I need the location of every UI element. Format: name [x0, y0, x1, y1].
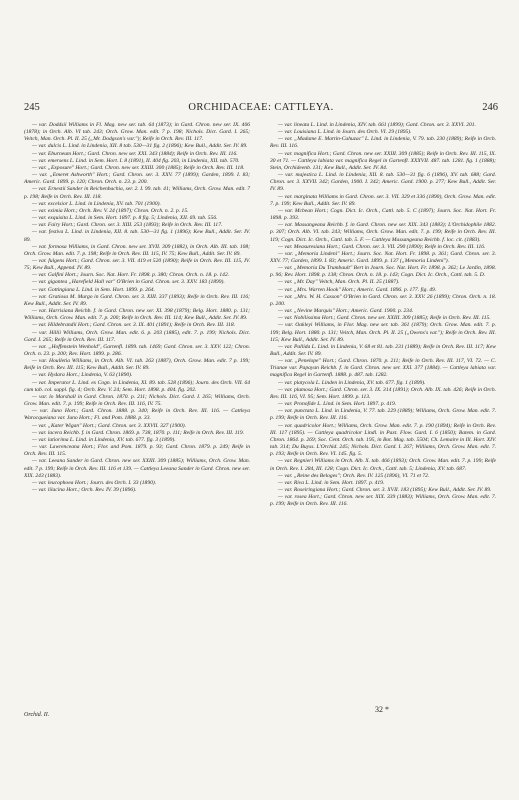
- citation-entry: — var. dulcis L. Lind. in Lindenia, XII. 8 tab. 530—31 fig. 2 (1896); Kew Bull., Addit. Ser. IV. 89.: [32, 143, 248, 150]
- citation-entry: — var. Measuresiana Hort.; Gard. Chron. ser. 3. VII. 290 (1890); Reife in Orch. Rev. III. 116.: [278, 243, 486, 250]
- citation-entry: — var. Lawrenceana Hort.; Flor. and Pom. 1879. p. 93; Gard. Chron. 1879. p. 249; Reife in Orch. Rev. III. 115.: [24, 444, 250, 458]
- citation-entry: — var. Juno Hort.; Gard. Chron. 1888. p. 340; Reife in Orch. Rev. III. 116. — Cattleya Warocqueiana var. Juno Hort.; Fl. and Pom. 1888. p. 33.: [24, 408, 250, 422]
- citation-entry: — var. lineata L. Lind. in Lindenia, XIV. tab. 661 (1899); Gard. Chron. ser. 3. XXVI. 201.: [278, 122, 476, 128]
- left-column: [24, 122, 250, 494]
- citation-entry: — var. Ernestii Sander in Reichenbachia, ser. 2. I. 99. tab. 41; Williams, Orch. Grow. Man. edit. 7 p. 198; Reife in Orch. Rev. III. 118.: [24, 186, 250, 200]
- citation-entry: — var. gigantea „Harefield Hall var" O'Brien in Gard. Chron. ser. 3. XXV. 183 (1899).: [32, 279, 225, 286]
- citation-entry: — var. Eburneum Hort.; Gard. Chron. new ser. XXI. 343 (1884); Reife in Orch. Rev. III. 116.: [32, 150, 238, 157]
- citation-entry: — var. „Mrs. W. H. Casson" O'Brien in Gard. Chron. ser. 3. XXV. 26 (1899); Chron. Orch. n. 18. p. 200.: [270, 293, 496, 307]
- citation-entry: — var. rosea Hort.; Gard. Chron. new ser. XIX. 339 (1883); Williams, Orch. Grow. Man. edit. 7. p. 199; Reife in Orch. Rev. III. 116.: [270, 494, 496, 508]
- citation-entry: — var. Doddsii Williams in Fl. Mag. new ser. tab. 64 (1873); in Gard. Chron. new ser. IX. 406 (1878); in Orch. Alb. VI tab. 243; Orch. Grow. Man. edit. 7 p. 198; Nichols. Dict. Gard. I. 265; Veitch, Man. Orch. Pl. II. 25 („Mr. Dodgson's var."); Reife in Orch. Rev. III. 117.: [24, 122, 250, 143]
- citation-entry: — var. „Nevine Marquis" Hort.; Americ. Gard. 1900. p. 234.: [278, 308, 414, 315]
- citation-entry: — var. Oakleyi Williams, in Flor. Mag. new ser. tab. 361 (1879); Orch. Grow. Man. edit. 7. p. 199; Belg. Hort. 1880. p. 131; Veitch, Man. Orch. Pl. II. 25 („Owens's var."); Reife in Orch. Rev. III. 115; Kew Bull., Addit. Ser. IV. 89.: [270, 322, 496, 343]
- citation-entry: — var. plumosa Hort.; Gard. Chron. ser. 3. IX. 314 (1891); Orch. Alb. IX. tab. 426; Reife in Orch. Rev. III. 116, VI. 95; Sem. Hort. 1899. p. 113.: [270, 386, 496, 400]
- running-header: [24, 102, 498, 118]
- citation-entry: — var. „Mrs. Warren Hook" Hort.; Americ. Gard. 1896. p. 177. fig. 49.: [278, 286, 437, 293]
- citation-entry: — var. platycola L. Linden in Lindenia, XV. tab. 677. fig. 1 (1899).: [278, 379, 426, 386]
- citation-entry: — var. Mcbean Hort.; Cogn. Dict. Ic. Orch., Cattl. tab. 5. C (1897); Journ. Soc. Nat. Hort. Fr. 1898. p. 393.: [270, 207, 496, 222]
- citation-entry: — var. lilacina Hort.; Orch. Rev. IV. 39 (1896).: [32, 486, 137, 493]
- citation-entry: — var. Gottingiana L. Lind. in Sem. Hort. 1899. p. 264.: [32, 286, 155, 293]
- citation-entry: — var. „Penelope" Hort.; Gard. Chron. 1870. p. 211; Reife in Orch. Rev. III. 117, VI. 72. — C. Trianae var. Papayan Reichb. f. in Gard. Chron. new ser. XXI. 377 (1884). — Cattleya labiata var. magnifica Regel in Gartenfl. 1888. p. 487. tab. 1282.: [270, 358, 496, 379]
- citation-entry: — var. festiva L. Lind. in Lindenia, XII. 8. tab. 530—31 fig. 1 (1896); Kew Bull., Addit. Ser. IV. 89.: [24, 229, 250, 243]
- citation-entry: — var. Hydara Hort.; Lindenia, V. 63 (1890).: [32, 372, 133, 379]
- citation-entry: — var. „Memoria Lindeni" Hort.; Journ. Soc. Nat. Hort. Fr. 1898. p. 361; Gard. Chron. ser. 3. XXV. 77; Garden, 1899. I. 83; Americ. Gard. 1899. p. 137 („Memoria Lindeni").: [270, 250, 496, 264]
- right-column: [270, 122, 496, 508]
- signature-number: 32 *: [375, 705, 389, 714]
- citation-entry: — var. Pronofide L. Lind. in Sem. Hort. 1897. p. 419.: [278, 401, 397, 408]
- citation-entry: — var. Roseiringiana Hort.; Gard. Chron. ser. 3. XVII. 183 (1895); Kew Bull., Addit. Ser. IV. 89.: [278, 486, 492, 493]
- citation-entry: — var. Pallida L. Lind. in Lindenia, V. 68 et 81. tab. 231 (1889); Reife in Orch. Rev. III. 117; Kew Bull., Addit. Ser. IV. 89.: [270, 343, 496, 357]
- citation-entry: — var. eximia Hort.; Orch. Rev. V. 24 (1897); Chron. Orch. n. 2. p. 15.: [32, 207, 189, 214]
- citation-entry: — var. Leeana Sander in Gard. Chron. new ser. XXIII. 309 (1885); Williams, Orch. Grow. Man. edit. 7 p. 199; Reife in Orch. Rev. III. 116 et 139. — Cattleya Leeana Sander in Gard. Chron. new ser. XIX. 243 (1883).: [24, 458, 250, 479]
- citation-entry: — var. formosa Williams, in Gard. Chron. new ser. XVII. 309 (1882), in Orch. Alb. III. tab. 108; Orch. Grow. Man. edit. 7. p. 198; Reife in Orch. Rev. III. 115, IV. 75; Kew Bull., Addit. Ser. IV. 89.: [24, 243, 250, 257]
- citation-entry: — var. „Kater Wigan" Hort.; Gard. Chron. ser. 3. XXVII. 327 (1900).: [32, 422, 186, 429]
- citation-entry: — var. Houlletia Williams, in Orch. Alb. VI. tab. 263 (1887), Orch. Grow. Man. edit. 7 p. 199; Reife in Orch. Rev. III. 115; Kew Bull., Addit. Ser. IV. 89.: [24, 358, 250, 372]
- citation-entry: — var. Regnieri Williams in Orch. Alb. X. tab. 466 (1893); Orch. Grow. Man. edit. 7. p. 199; Reife in Orch. Rev. I. 284, III. 128; Cogn. Dict. Ic. Orch., Cattl. tab. 5; Lindenia, XV. tab. 687.: [270, 458, 496, 472]
- citation-entry: — var. Hildebrandii Hort.; Gard. Chron. ser. 3. IX. 401 (1891); Reife in Orch. Rev. III. 118.: [32, 322, 235, 329]
- citation-entry: — var. marginata Williams in Gard. Chron. ser. 3. VII. 329 et 336 (1890), Orch. Grow. Man. edit. 7. p. 199; Kew Bull., Addit. Ser. IV. 89.: [270, 193, 496, 207]
- citation-entry: — var. „Emeret Ashworth" Hort.; Gard. Chron. ser. 3. XXV. 77 (1899); Garden, 1899. I. 83; Americ. Gard. 1899. p. 120; Chron. Orch. n. 23. p. 200.: [24, 172, 250, 186]
- citation-entry: — var. Galfini Hort.; Journ. Soc. Nat. Hort. Fr. 1898. p. 380; Chron. Orch. n. 18. p. 142.: [32, 272, 230, 279]
- citation-entry: — var. „Mr. Day" Veitch, Man. Orch. Pl. II. 25 (1887).: [278, 279, 400, 286]
- citation-entry: — var. „Exposure" Hort.; Gard. Chron. new ser. XXIII. 300 (1885); Reife in Orch. Rev. III. 118.: [32, 164, 245, 171]
- citation-entry: — var. leucophoea Hort.; Journ. des Orch. I. 33 (1890).: [32, 479, 157, 486]
- citation-entry: — var. „Hoffenstein Wenhold", Gartenfl. 1899. tab. 1469; Gard. Chron. ser. 3. XXV. 122; Chron. Orch. n. 23. p. 200; Rev. Hort. 1899. p. 286.: [24, 343, 250, 357]
- citation-entry: — var. Riva L. Lind. in Sem. Hort. 1897. p. 419.: [278, 479, 385, 486]
- citation-entry: — var. Fairy Hort.; Gard. Chron. ser. 3. XIII. 253 (1893); Reife in Orch. Rev. III. 117.: [32, 222, 223, 229]
- page-number-right: 246: [482, 102, 498, 113]
- citation-entry: — var. „Madame E. Martin-Cahuzac" L. Lind. in Lindenia, V. 79. tab. 230 (1889); Reife in Orch. Rev. III. 116.: [270, 136, 496, 150]
- footer-signature-mark: Orchid. II.: [24, 712, 50, 718]
- page-number-left: 245: [24, 102, 40, 113]
- citation-entry: — var. Gratiosa M. Murgo in Gard. Chron. ser. 3. XIII. 337 (1893); Reife in Orch. Rev. III. 116; Kew Bull., Addit. Ser. IV. 89.: [24, 293, 250, 307]
- citation-entry: — var. Hillii Williams, Orch. Grow. Man. edit. 6. p. 203 (1885), edit. 7. p. 199; Nichols. Dict. Gard. I. 265; Reife in Orch. Rev. III. 117.: [24, 329, 250, 343]
- citation-entry: — var. lo Marshall in Gard. Chron. 1870. p. 211; Nichols. Dict. Gard. I. 265; Williams, Orch. Grow. Man. edit. 7. p. 199; Reife in Orch. Rev. III. 116, IV. 75.: [24, 393, 250, 408]
- citation-entry: — var. exquisita L. Lind. in Sem. Hort. 1897. p. 8 fig. 5; Lindenia, XII. 69. tab. 556.: [32, 215, 218, 222]
- citation-entry: — var. magnifica Hort.; Gard. Chron. new ser. XXIII. 309 (1885); Reife in Orch. Rev. III. 115, IX. 30 et 71. — Cattleya labiata var. magnifica Regel in Gartenfl. XXXVII. 487. tab. 1281. fig. 1 (1888); Stein, Orchideenb. 131; Kew Bull., Addit. Ser. IV. 84.: [270, 150, 496, 171]
- citation-entry: — var. fulgens Hort.; Gard. Chron. ser. 3. VII. 419 et 520 (1890); Reife in Orch. Rev. III. 115, IV. 75; Kew Bull., Append. IV. 89.: [24, 257, 250, 272]
- citation-entry: — var. „Memoria Du Trumbault" Bert in Journ. Soc. Nat. Hort. Fr. 1898. p. 362; Le Jardin, 1898. p. 96; Rev. Hort. 1898. p. 138; Chron. Orch. n. 18. p. 143; Cogn. Dict. Ic. Orch., Cattl. tab. 5. D.: [270, 265, 496, 279]
- citation-entry: — var. Nobilissima Hort.; Gard. Chron. new ser. XXIII. 309 (1885); Reife in Orch. Rev. III. 115.: [278, 315, 491, 322]
- citation-entry: — var. Louisiana L. Lind. in Journ. des Orch. VI. 29 (1895).: [278, 129, 412, 136]
- citation-entry: — var. Imperator L. Lind. ex Cogn. in Lindenia, XI. 89. tab. 528 (1896); Journ. des Orch. VII. 64 cum tab. col. suppl. fig. 4; Orch. Rev. V. 24; Sem. Hort. 1898. p. 404. fig. 202.: [24, 379, 250, 393]
- citation-entry: — var. excelsior L. Lind. in Lindenia, XV. tab. 701 (1900).: [32, 200, 161, 207]
- citation-entry: — var. emersens L. Lind. in Sem. Hort. I. 8 (1891), II. 404 fig. 203, in Lindenia, XII. tab. 570.: [32, 157, 240, 164]
- citation-entry: — var. punctata L. Lind. in Lindenia, V. 77. tab. 229 (1889); Williams, Orch. Grow. Man. edit. 7. p. 199; Reife in Orch. Rev. III. 116.: [270, 408, 496, 422]
- citation-entry: — var. latiorima L. Lind. in Lindenia, XV. tab. 677. fig. 3 (1899).: [32, 436, 176, 443]
- citation-entry: — var. majestica L. Lind. in Lindenia, XII. 8. tab. 530—31 fig. 6 (1896), XV. tab. 688; Gard. Chron. ser. 3. XXVII. 342; Garden, 1900. I. 342; Americ. Gard. 1900. p. 277; Kew Bull., Addit. Ser. IV. 89.: [270, 172, 496, 193]
- citation-entry: — var. lacera Reichb. f. in Gard. Chron. 1869. p. 738, 1870. p. 111; Reife in Orch. Rev. III. 119.: [32, 429, 245, 436]
- citation-entry: — var. Massangeana Reichb. f. in Gard. Chron. new ser. XIX. 343 (1883); L'Orchidophile 1882. p. 307; Orch. Alb. VI. tab. 243; Williams, Orch. Grow. Man. edit. 7. p. 199; Reife in Orch. Rev. III. 119; Cogn. Dict. Ic. Orch., Cattl. tab. 5. F. — Cattleya Massangeana Reichb. f. loc. cit. (1883).: [270, 222, 496, 243]
- citation-entry: — var. quadricolor Hort.; Williams, Orch. Grow. Man. edit. 7. p. 190 (1894); Reife in Orch. Rev. III. 117 (1895). — Cattleya quadricolor Lindl. in Paxt. Flow. Gard. I. 6 (1850); Batem. in Gard. Chron. 1864. p. 269; Soc. Cent. Orch. tab. 195, in Bot. Mag. tab. 5504; Ch. Lemaire in Ill. Hort. XIV. tab. 314; Du Buyss. L'Orchid. 245; Nichols. Dict. Gard. I. 267; Williams, Orch. Grow. Man. edit. 7. p. 193; Reife in Orch. Rev. VI. 145. fig. 5.: [270, 422, 496, 458]
- running-title: ORCHIDACEAE: CATTLEYA.: [188, 102, 334, 113]
- citation-entry: — var. „Reine des Beloges"; Orch. Rev. IV. 125 (1896), VI. 71 et 72.: [278, 472, 430, 479]
- citation-entry: — var. Harrisiana Reichb. f. in Gard. Chron. new ser. XI. 398 (1879); Belg. Hort. 1880. p. 131; Williams, Orch. Grow. Man. edit. 7. p. 200; Reife in Orch. Rev. III. 114; Kew Bull., Addit. Ser. IV. 89.: [24, 308, 250, 322]
